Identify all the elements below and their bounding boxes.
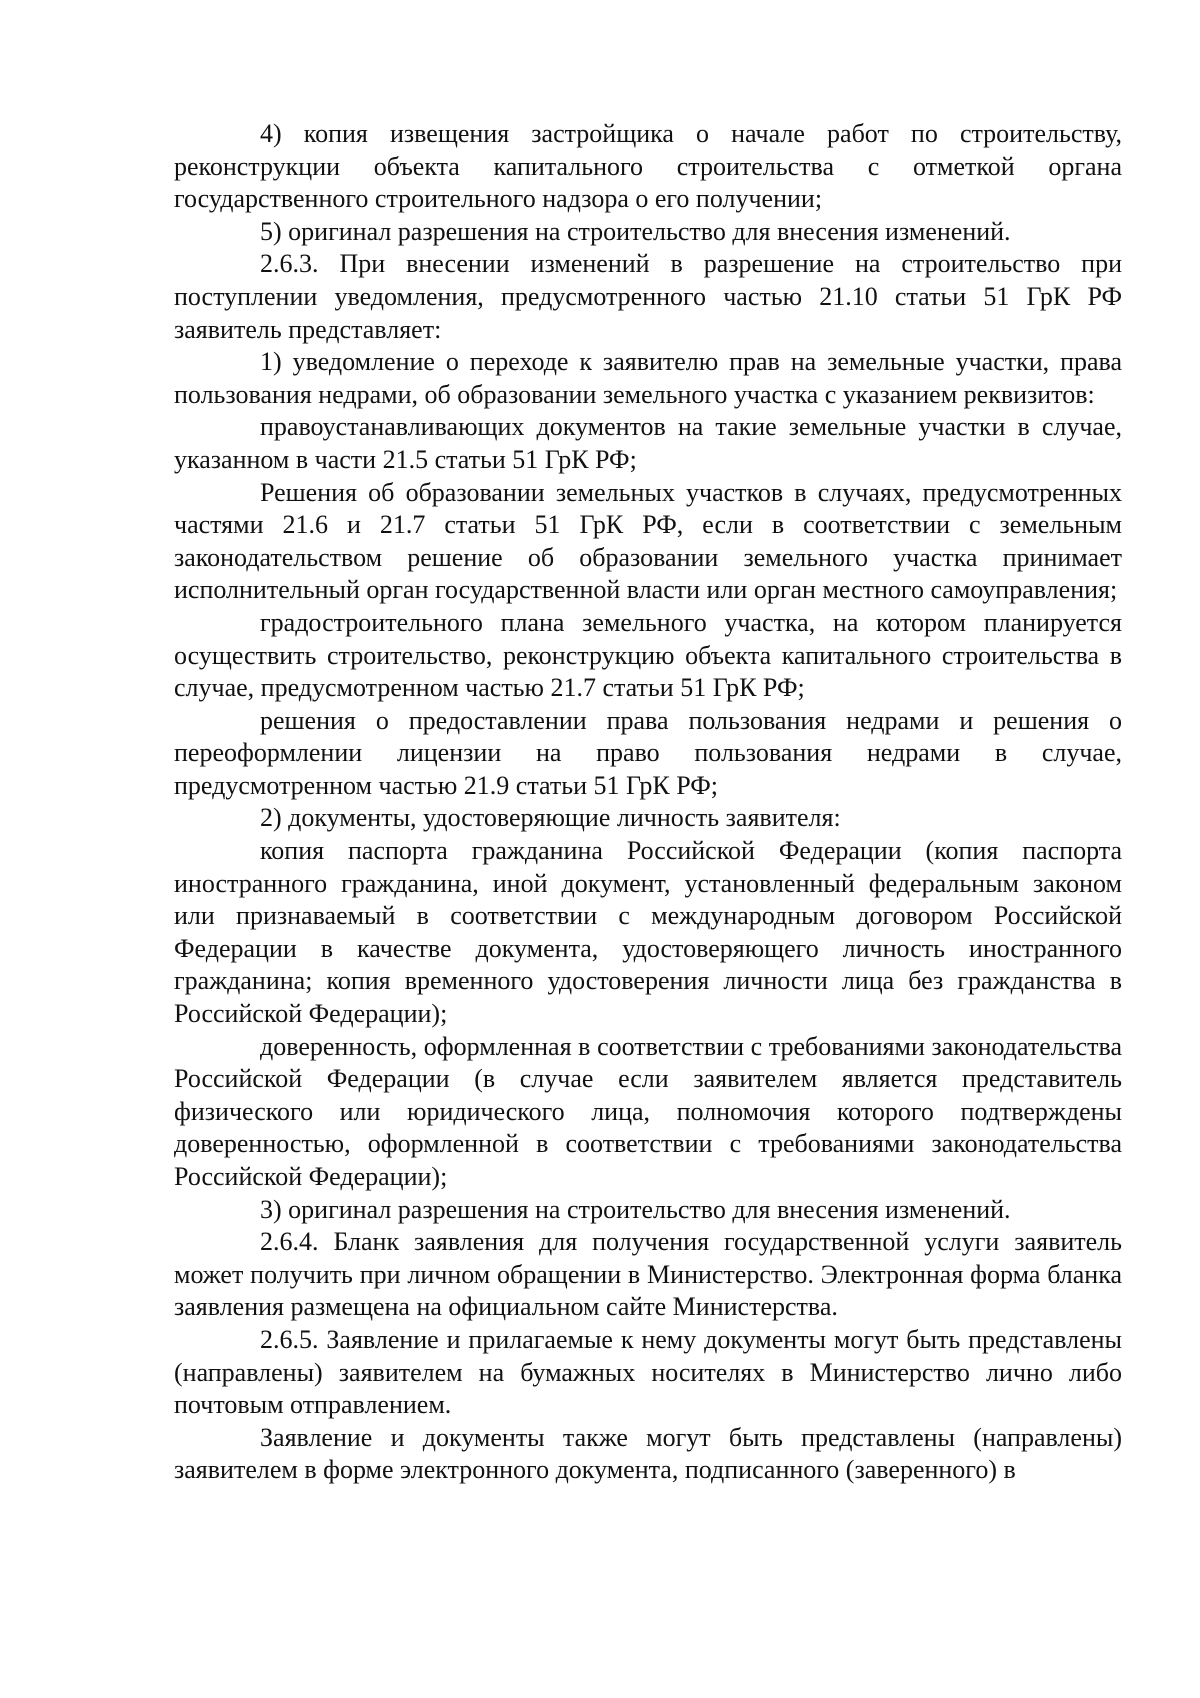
paragraph-land-formation-decisions: Решения об образовании земельных участков в случаях, предусмотренных частями 21.6 и 21.7 статьи 51 ГрК РФ, если в соответствии с земельным законодательством решение об образовании земельного участка принимает исполнительный орган государственной власти или орган местного самоуправления;: [174, 477, 1122, 605]
paragraph-title-documents: правоустанавливающих документов на такие земельные участки в случае, указанном в части 21.5 статьи 51 ГрК РФ;: [174, 412, 1122, 474]
paragraph-2-6-5: 2.6.5. Заявление и прилагаемые к нему документы могут быть представлены (направлены) заявителем на бумажных носителях в Министерство лично либо почтовым отправлением.: [174, 1324, 1122, 1420]
paragraph-item-4: 4) копия извещения застройщика о начале работ по строительству, реконструкции объекта капитального строительства с отметкой органа государственного строительного надзора о его получении;: [174, 119, 1122, 214]
paragraph-identity-documents: 2) документы, удостоверяющие личность заявителя:: [260, 803, 841, 833]
paragraph-power-of-attorney: доверенность, оформленная в соответствии с требованиями законодательства Российской Федерации (в случае если заявителем является представитель физического или юридического лица, полномочия которого подтверждены доверенностью, оформленной в соответствии с требованиями законодательства Российской Федерации);: [174, 1031, 1122, 1191]
paragraph-item-5: 5) оригинал разрешения на строительство для внесения изменений.: [260, 216, 1011, 246]
paragraph-subsoil-decisions: решения о предоставлении права пользования недрами и решения о переоформлении лицензии на право пользования недрами в случае, предусмотренном частью 21.9 статьи 51 ГрК РФ;: [174, 705, 1122, 800]
paragraph-2-6-4: 2.6.4. Бланк заявления для получения государственной услуги заявитель может получить при личном обращении в Министерство. Электронная форма бланка заявления размещена на официальном сайте Министерства.: [174, 1227, 1122, 1322]
paragraph-original-permit: 3) оригинал разрешения на строительство для внесения изменений.: [260, 1194, 1011, 1224]
paragraph-passport-copy: копия паспорта гражданина Российской Федерации (копия паспорта иностранного гражданина, иной документ, установленный федеральным законом или признаваемый в соответствии с международным договором Российской Федерации в качестве документа, удостоверяющего личность иностранного гражданина; копия временного удостоверения личности лица без гражданства в Российской Федерации);: [174, 836, 1122, 1029]
paragraph-electronic-submission: Заявление и документы также могут быть представлены (направлены) заявителем в форме электронного документа, подписанного (заверенного) в: [174, 1422, 1122, 1485]
document-body: [174, 118, 1122, 1487]
paragraph-notice-item-1: 1) уведомление о переходе к заявителю прав на земельные участки, права пользования недрами, об образовании земельного участка с указанием реквизитов:: [174, 347, 1122, 409]
paragraph-2-6-3: 2.6.3. При внесении изменений в разрешение на строительство при поступлении уведомления, предусмотренного частью 21.10 статьи 51 ГрК РФ заявитель представляет:: [174, 249, 1122, 344]
paragraph-urban-plan: градостроительного плана земельного участка, на котором планируется осуществить строительство, реконструкцию объекта капитального строительства в случае, предусмотренном частью 21.7 статьи 51 ГрК РФ;: [174, 607, 1122, 703]
